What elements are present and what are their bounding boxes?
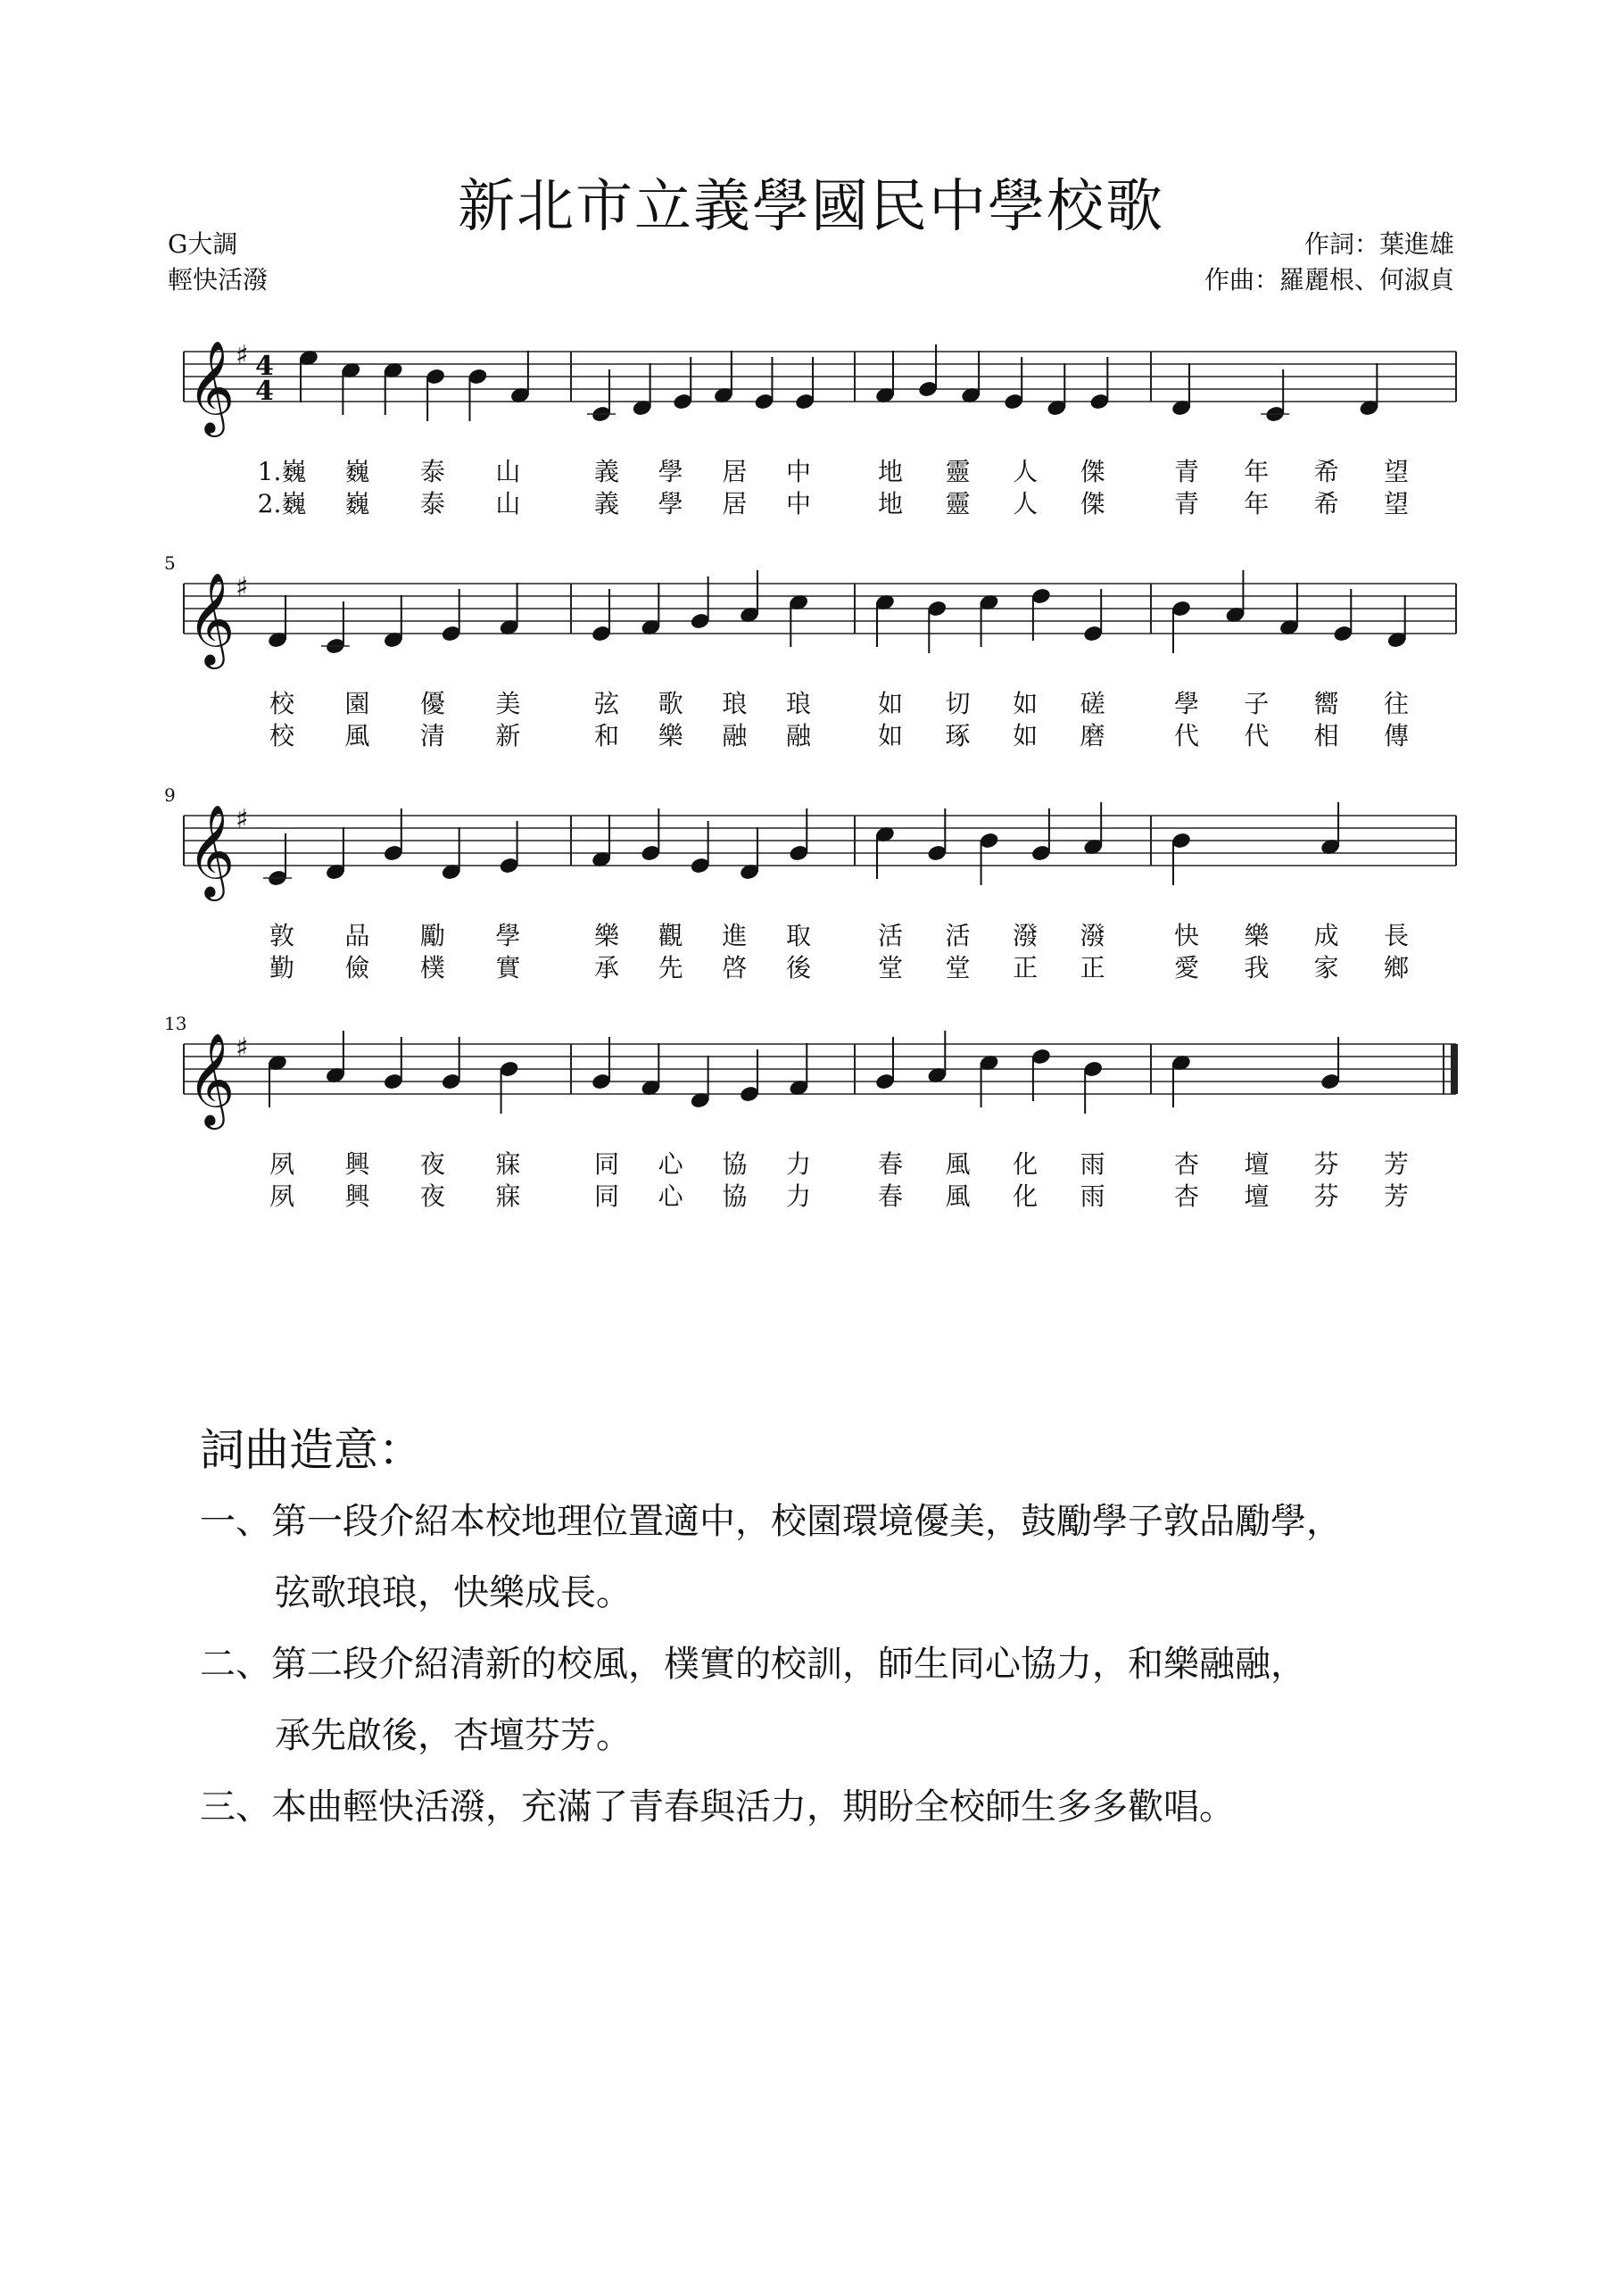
composer-credit: 作曲：羅麗根、何淑貞 (1204, 265, 1454, 294)
lyric-verse-2: 年 (1244, 489, 1270, 518)
lyric-verse-1: 青 (1173, 457, 1200, 486)
lyric-verse-2: 望 (1383, 489, 1410, 518)
lyric-verse-2: 承 (593, 953, 620, 982)
lyric-verse-1: 年 (1244, 457, 1270, 486)
lyric-verse-2: 泰 (419, 489, 445, 518)
lyric-verse-2: 愛 (1173, 953, 1200, 982)
lyric-verse-2: 代 (1173, 721, 1200, 750)
lyric-verse-1: 協 (722, 1149, 748, 1179)
lyric-verse-2: 清 (419, 721, 445, 750)
lyric-verse-2: 春 (877, 1181, 904, 1211)
lyric-verse-2: 琢 (945, 721, 971, 750)
note-paragraph-1-line2: 弦歌琅琅，快樂成長。 (275, 1572, 632, 1613)
lyric-verse-1: 1.巍 (257, 457, 307, 486)
lyric-verse-1: 樂 (1244, 921, 1270, 950)
sharp-icon: ♯ (236, 572, 249, 603)
lyric-verse-2: 心 (658, 1181, 683, 1211)
lyric-verse-2: 正 (1080, 953, 1105, 982)
lyric-verse-1: 居 (722, 457, 748, 486)
lyric-verse-2: 和 (593, 721, 620, 750)
lyric-verse-2: 杏 (1173, 1181, 1200, 1211)
lyric-verse-2: 靈 (945, 489, 971, 518)
lyric-verse-2: 鄉 (1383, 953, 1410, 982)
lyric-verse-1: 園 (344, 689, 370, 718)
lyric-verse-1: 風 (945, 1149, 971, 1179)
lyric-verse-2: 堂 (945, 953, 971, 982)
lyric-verse-2: 協 (722, 1181, 748, 1211)
measure-number: 5 (164, 552, 176, 574)
lyric-verse-2: 壇 (1244, 1181, 1270, 1211)
lyric-verse-1: 寐 (495, 1149, 521, 1179)
lyric-verse-1: 優 (419, 689, 445, 718)
sharp-icon: ♯ (236, 1032, 249, 1064)
lyric-verse-1: 傑 (1080, 457, 1105, 486)
lyric-verse-2: 地 (877, 489, 904, 518)
lyric-verse-1: 芬 (1313, 1149, 1339, 1179)
sharp-icon: ♯ (236, 340, 249, 371)
lyric-verse-1: 活 (877, 921, 904, 950)
time-signature-top: 4 (255, 351, 274, 382)
treble-clef-icon: 𝄞 (187, 340, 236, 434)
lyric-verse-2: 校 (269, 721, 295, 750)
lyric-verse-1: 人 (1013, 457, 1039, 486)
lyric-verse-1: 義 (593, 457, 620, 486)
lyric-verse-1: 希 (1313, 457, 1339, 486)
lyric-verse-1: 巍 (344, 457, 370, 486)
lyric-verse-1: 琅 (785, 689, 812, 718)
lyric-verse-1: 同 (593, 1149, 620, 1179)
treble-clef-icon: 𝄞 (187, 804, 236, 898)
lyric-verse-1: 往 (1383, 689, 1410, 718)
lyric-verse-1: 敦 (269, 921, 295, 950)
lyric-verse-2: 啓 (722, 953, 748, 982)
time-signature-bottom: 4 (255, 376, 274, 407)
lyric-verse-1: 切 (945, 689, 971, 718)
lyric-verse-1: 力 (785, 1149, 812, 1179)
note-paragraph-1-line1: 一、第一段介紹本校地理位置適中，校園環境優美，鼓勵學子敦品勵學， (200, 1501, 1342, 1542)
treble-clef-icon: 𝄞 (187, 1032, 236, 1126)
lyric-verse-2: 芳 (1383, 1181, 1410, 1211)
notes-heading: 詞曲造意： (200, 1424, 423, 1476)
measure-number: 13 (164, 1013, 187, 1034)
lyric-verse-1: 夙 (269, 1149, 295, 1179)
lyric-verse-1: 春 (877, 1149, 904, 1179)
lyric-verse-2: 化 (1013, 1181, 1039, 1211)
lyric-verse-2: 我 (1244, 953, 1270, 982)
treble-clef-icon: 𝄞 (187, 572, 236, 666)
lyric-verse-1: 勵 (419, 921, 445, 950)
lyric-verse-2: 雨 (1080, 1181, 1105, 1211)
sharp-icon: ♯ (236, 804, 249, 835)
lyric-verse-2: 人 (1013, 489, 1039, 518)
lyric-verse-1: 芳 (1383, 1149, 1410, 1179)
lyric-verse-2: 學 (658, 489, 683, 518)
lyric-verse-1: 泰 (419, 457, 445, 486)
key-label: G大調 (168, 229, 238, 259)
lyric-verse-1: 歌 (658, 689, 683, 718)
lyric-verse-2: 居 (722, 489, 748, 518)
lyric-verse-2: 夙 (269, 1181, 295, 1211)
lyric-verse-2: 堂 (877, 953, 904, 982)
lyric-verse-2: 夜 (419, 1181, 445, 1211)
tempo-label: 輕快活潑 (168, 265, 269, 294)
lyric-verse-1: 校 (269, 689, 295, 718)
lyric-verse-2: 樂 (658, 721, 683, 750)
lyric-verse-1: 學 (1173, 689, 1200, 718)
lyric-verse-1: 琅 (722, 689, 748, 718)
note-paragraph-1 (200, 1486, 1485, 1629)
lyric-verse-1: 品 (344, 921, 370, 950)
lyric-verse-2: 後 (785, 953, 812, 982)
lyric-verse-2: 融 (785, 721, 812, 750)
lyric-verse-1: 學 (495, 921, 521, 950)
lyric-verse-2: 正 (1013, 953, 1039, 982)
lyric-verse-2: 代 (1244, 721, 1270, 750)
lyric-verse-1: 潑 (1013, 921, 1039, 950)
lyric-verse-1: 山 (495, 457, 521, 486)
note-paragraph-3-line1: 三、本曲輕快活潑，充滿了青春與活力，期盼全校師生多多歡唱。 (200, 1786, 1235, 1828)
lyric-verse-1: 長 (1383, 921, 1410, 950)
lyric-verse-1: 觀 (658, 921, 683, 950)
lyric-verse-1: 雨 (1080, 1149, 1105, 1179)
note-paragraph-2 (200, 1629, 1485, 1771)
lyricist-credit: 作詞：葉進雄 (1303, 229, 1454, 259)
lyric-verse-2: 家 (1313, 953, 1339, 982)
lyric-verse-2: 青 (1173, 489, 1200, 518)
lyric-verse-2: 樸 (419, 953, 445, 982)
lyric-verse-2: 相 (1313, 721, 1339, 750)
lyric-verse-1: 杏 (1173, 1149, 1200, 1179)
lyric-verse-1: 子 (1244, 689, 1270, 718)
lyric-verse-1: 快 (1173, 921, 1200, 950)
lyric-verse-1: 樂 (593, 921, 620, 950)
lyric-verse-2: 先 (658, 953, 683, 982)
lyric-verse-1: 望 (1383, 457, 1410, 486)
lyric-verse-2: 希 (1313, 489, 1339, 518)
lyric-verse-1: 弦 (593, 689, 620, 718)
lyric-verse-1: 夜 (419, 1149, 445, 1179)
lyric-verse-2: 中 (785, 489, 812, 518)
lyric-verse-2: 傑 (1080, 489, 1105, 518)
lyric-verse-2: 勤 (269, 953, 295, 982)
lyric-verse-2: 儉 (344, 953, 370, 982)
lyric-verse-2: 芬 (1313, 1181, 1339, 1211)
lyric-verse-2: 義 (593, 489, 620, 518)
lyric-verse-2: 山 (495, 489, 521, 518)
lyric-verse-1: 心 (658, 1149, 683, 1179)
lyric-verse-2: 傳 (1383, 721, 1410, 750)
lyric-verse-2: 風 (945, 1181, 971, 1211)
lyric-verse-1: 靈 (945, 457, 971, 486)
lyric-verse-1: 美 (495, 689, 521, 718)
lyric-verse-1: 如 (877, 689, 904, 718)
lyric-verse-2: 如 (877, 721, 904, 750)
lyric-verse-2: 融 (722, 721, 748, 750)
lyric-verse-2: 同 (593, 1181, 620, 1211)
lyric-verse-1: 化 (1013, 1149, 1039, 1179)
lyric-verse-1: 地 (877, 457, 904, 486)
final-bar-thick (1451, 1044, 1458, 1094)
lyric-verse-1: 嚮 (1313, 689, 1339, 718)
lyric-verse-2: 如 (1013, 721, 1039, 750)
lyric-verse-1: 活 (945, 921, 971, 950)
note-paragraph-2-line2: 承先啟後，杏壇芬芳。 (275, 1715, 632, 1756)
lyric-verse-2: 2.巍 (257, 489, 307, 518)
lyric-verse-2: 實 (495, 953, 521, 982)
lyric-verse-1: 中 (785, 457, 812, 486)
lyric-verse-2: 興 (344, 1181, 370, 1211)
lyric-verse-2: 風 (344, 721, 370, 750)
lyric-verse-1: 潑 (1080, 921, 1105, 950)
note-paragraph-2-line1: 二、第二段介紹清新的校風，樸實的校訓，師生同心協力，和樂融融， (200, 1644, 1306, 1685)
lyric-verse-2: 新 (495, 721, 521, 750)
lyric-verse-2: 寐 (495, 1181, 521, 1211)
lyric-verse-2: 磨 (1080, 721, 1105, 750)
lyric-verse-2: 力 (785, 1181, 812, 1211)
lyric-verse-1: 進 (722, 921, 748, 950)
lyric-verse-1: 壇 (1244, 1149, 1270, 1179)
lyric-verse-1: 如 (1013, 689, 1039, 718)
lyric-verse-1: 磋 (1080, 689, 1105, 718)
lyric-verse-2: 巍 (344, 489, 370, 518)
measure-number: 9 (164, 784, 176, 806)
lyric-verse-1: 取 (785, 921, 812, 950)
lyric-verse-1: 興 (344, 1149, 370, 1179)
lyric-verse-1: 成 (1313, 921, 1339, 950)
lyric-verse-1: 學 (658, 457, 683, 486)
page-title: 新北市立義學國民中學校歌 (458, 174, 1164, 240)
note-paragraph-3 (200, 1771, 1485, 1843)
